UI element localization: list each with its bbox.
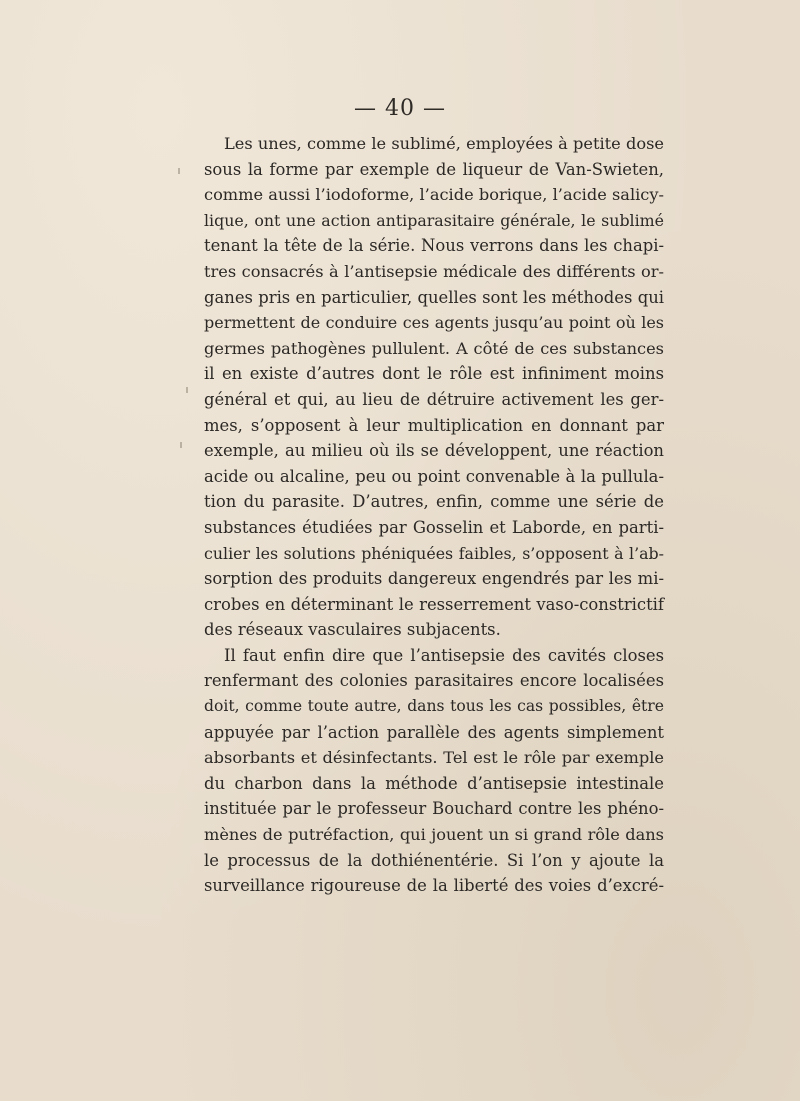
text-line: absorbants et désinfectants. Tel est le rôle par exemple — [204, 748, 664, 768]
text-line: Les unes, comme le sublimé, employées à petite dose — [224, 134, 664, 153]
margin-speck — [178, 168, 180, 174]
text-line: mènes de putréfaction, qui jouent un si grand rôle dans — [204, 825, 664, 845]
text-line: ganes pris en particulier, quelles sont les méthodes qui — [204, 287, 664, 307]
text-line: il en existe d’autres dont le rôle est infiniment moins — [204, 364, 664, 384]
text-line: crobes en déterminant le resserrement vaso-constrictif — [204, 594, 664, 614]
text-line: exemple, au milieu où ils se développent, une réaction — [204, 441, 664, 461]
text-line: acide ou alcaline, peu ou point convenable à la pullula- — [204, 466, 664, 486]
text-line: renfermant des colonies parasitaires encore localisées — [204, 671, 664, 691]
body-text — [204, 131, 664, 899]
text-line: des réseaux vasculaires subjacents. — [204, 620, 501, 640]
text-line: permettent de conduire ces agents jusqu’au point où les — [204, 313, 664, 333]
margin-speck — [186, 387, 188, 393]
text-line: appuyée par l’action parallèle des agents simplement — [204, 722, 664, 742]
text-line: tion du parasite. D’autres, enfin, comme une série de — [204, 492, 664, 512]
text-line: doit, comme toute autre, dans tous les cas possibles, être — [204, 697, 664, 716]
text-line: germes pathogènes pullulent. A côté de ces substances — [204, 338, 664, 358]
text-line: le processus de la dothiénentérie. Si l’on y ajoute la — [204, 850, 664, 870]
paragraph-2 — [204, 643, 664, 899]
text-line: culier les solutions phéniquées faibles, s’opposent à l’ab- — [204, 543, 664, 563]
text-line: général et qui, au lieu de détruire activement les ger- — [204, 389, 664, 409]
paragraph-1 — [204, 131, 664, 643]
text-line: mes, s’opposent à leur multiplication en donnant par — [204, 415, 664, 435]
margin-speck — [180, 442, 182, 448]
text-line: substances étudiées par Gosselin et Laborde, en parti- — [204, 517, 664, 537]
text-line: du charbon dans la méthode d’antisepsie intestinale — [204, 773, 664, 793]
page-number: — 40 — — [354, 96, 446, 121]
text-line: sorption des produits dangereux engendrés par les mi- — [204, 569, 664, 589]
text-line: tres consacrés à l’antisepsie médicale des différents or- — [204, 261, 664, 281]
text-line: instituée par le professeur Bouchard contre les phéno- — [204, 799, 664, 819]
text-line: lique, ont une action antiparasitaire générale, le sublimé — [204, 210, 664, 230]
text-line: tenant la tête de la série. Nous verrons dans les chapi- — [204, 236, 664, 256]
text-line: Il faut enfin dire que l’antisepsie des cavités closes — [224, 645, 664, 665]
text-line: sous la forme par exemple de liqueur de Van-Swieten, — [204, 159, 664, 179]
text-line: surveillance rigoureuse de la liberté des voies d’excré- — [204, 876, 664, 896]
text-line: comme aussi l’iodoforme, l’acide borique, l’acide salicy- — [204, 185, 664, 205]
